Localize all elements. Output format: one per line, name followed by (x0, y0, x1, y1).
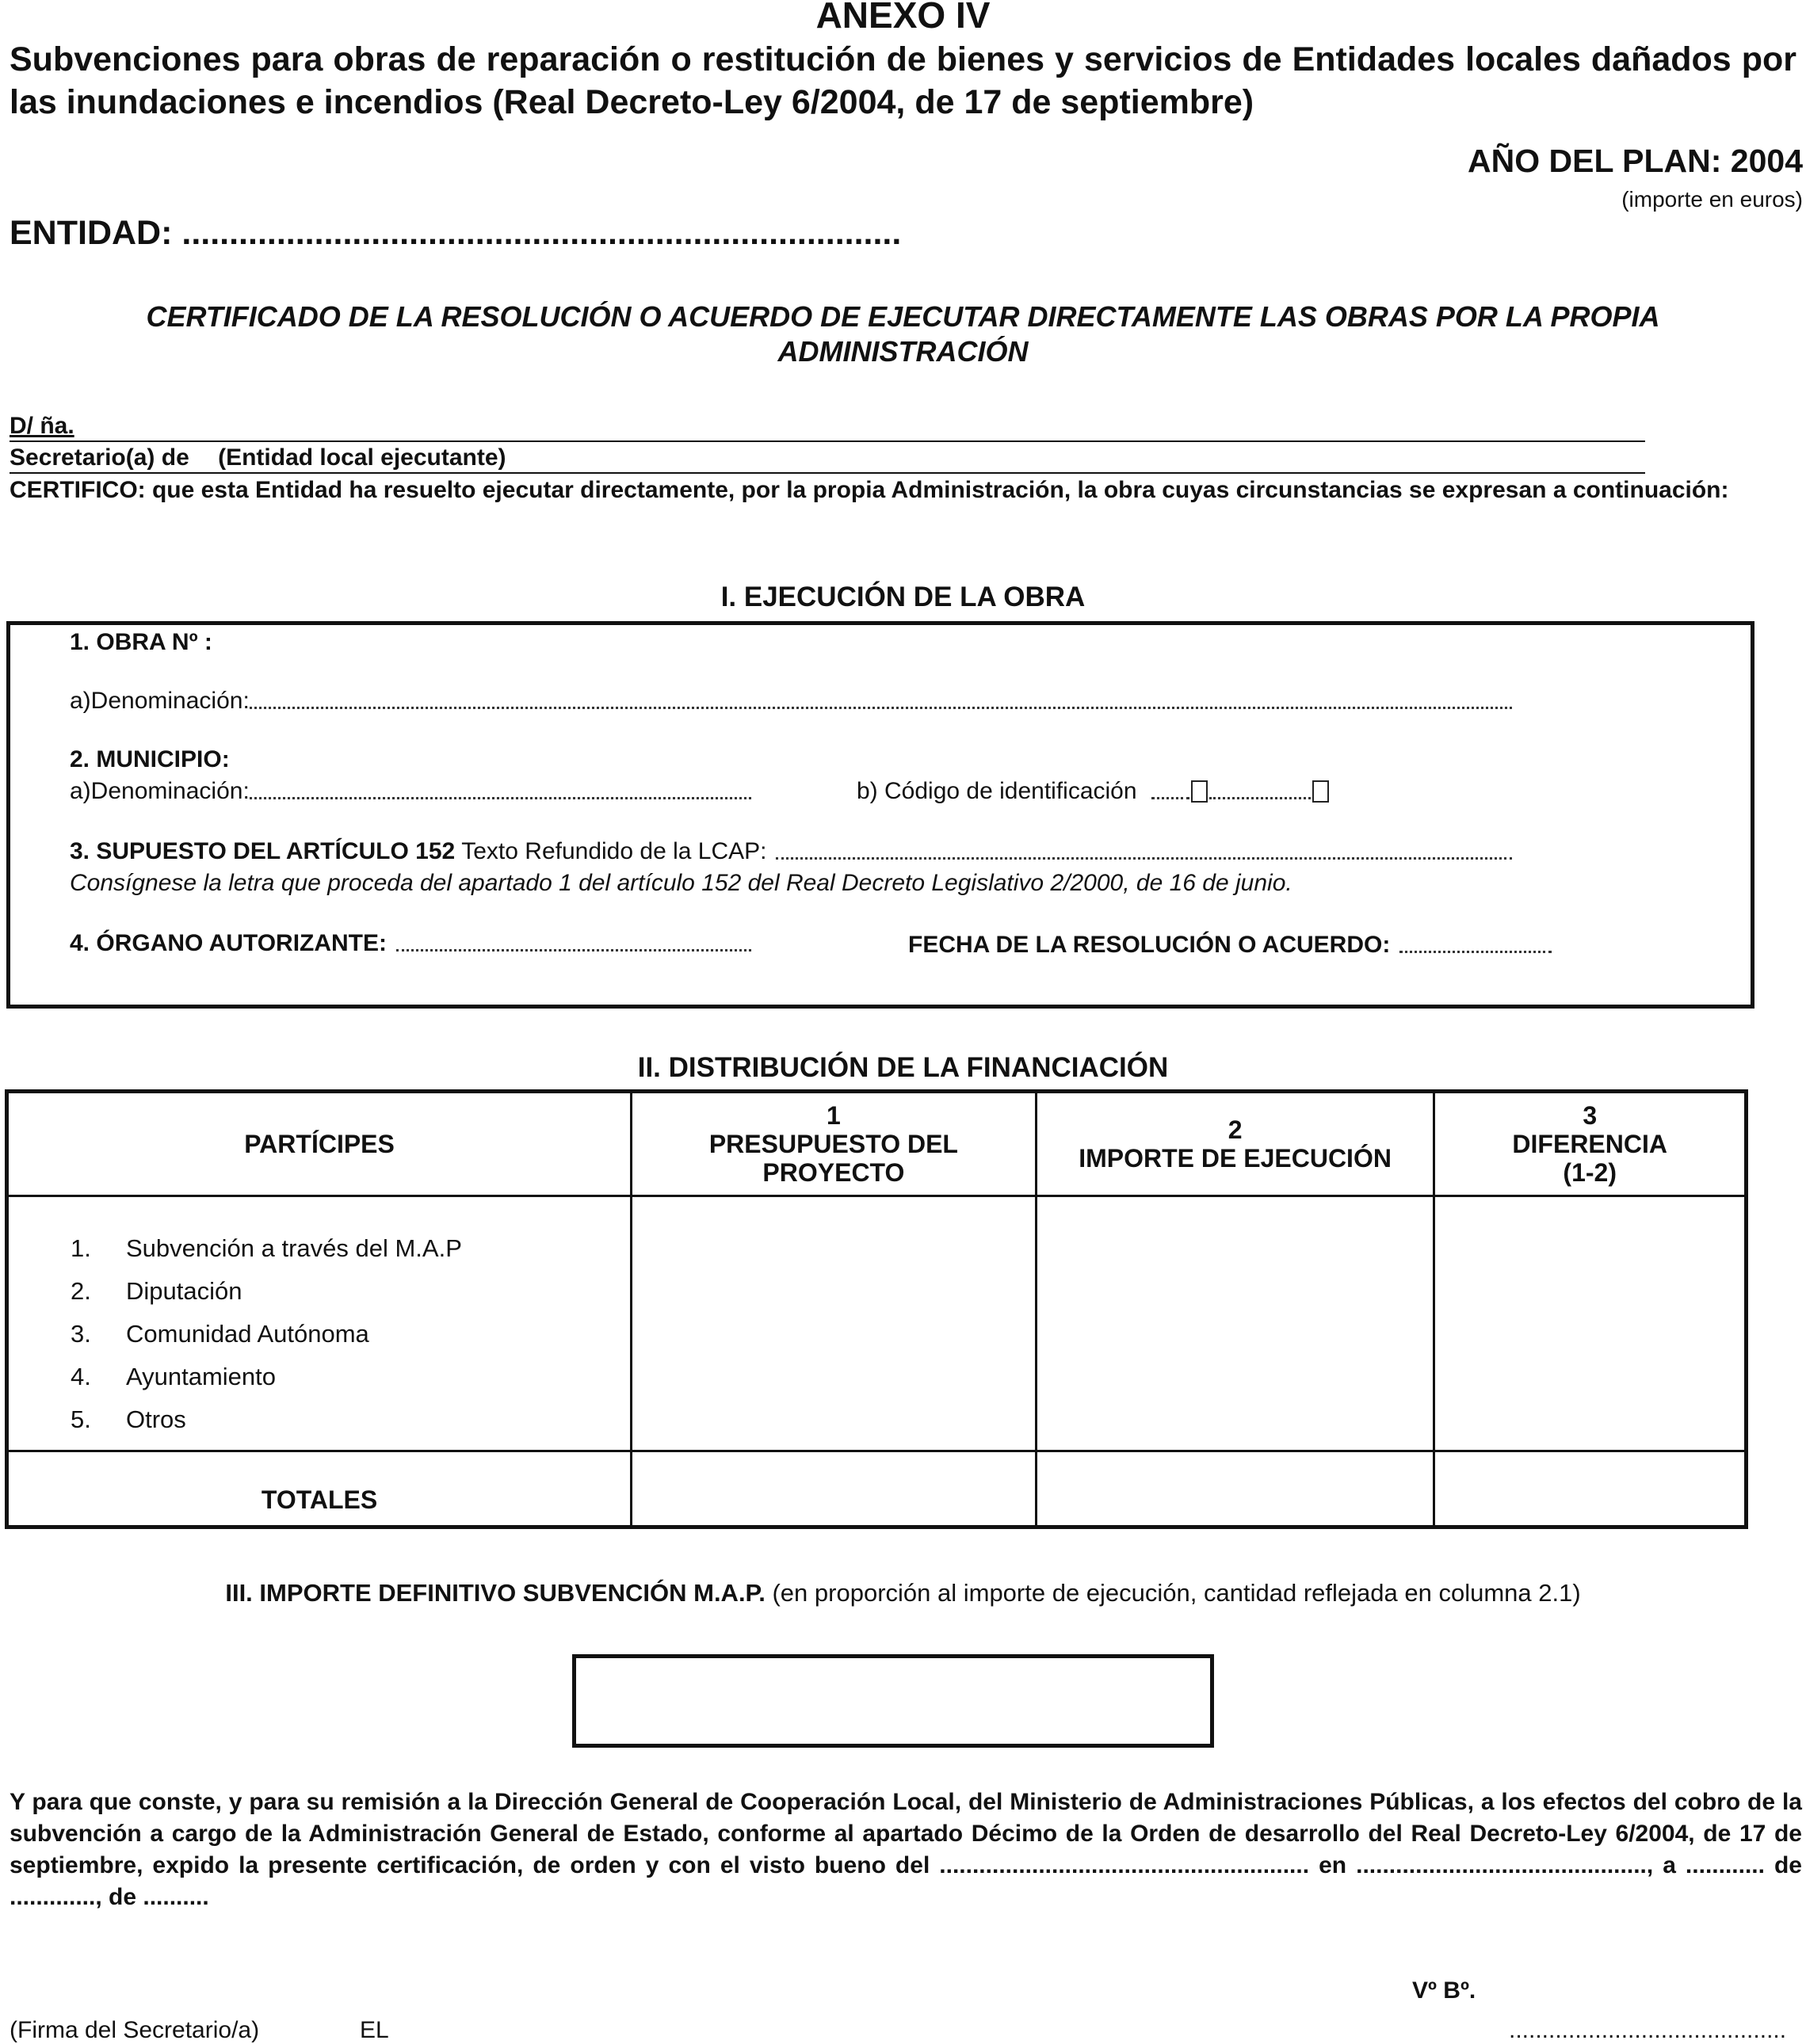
signature-label: (Firma del Secretario/a) (10, 2017, 260, 2043)
final-amount-box[interactable] (572, 1654, 1214, 1748)
section3-title-rest: (en proporción al importe de ejecución, cantidad reflejada en columna 2.1) (772, 1579, 1581, 1607)
municipio-denominacion-label: a)Denominación: (70, 778, 250, 804)
municipio-code-field[interactable] (857, 777, 1329, 806)
code-box-1[interactable] (1191, 780, 1208, 803)
organo-label: 4. ÓRGANO AUTORIZANTE: (70, 930, 388, 956)
supuesto-note: Consígnese la letra que proceda del apartado 1 del artículo 152 del Real Decreto Legislativo 2/2000, de 16 de junio. (70, 870, 1292, 896)
name-label: D/ ña. (10, 413, 74, 439)
table-header-row (7, 1092, 1747, 1196)
section3-title-bold: III. IMPORTE DEFINITIVO SUBVENCIÓN M.A.P. (225, 1579, 766, 1607)
header-presupuesto (632, 1092, 1037, 1196)
annex-title: ANEXO IV (815, 0, 991, 36)
obra-box (6, 621, 1754, 1009)
column-label: DIFERENCIA (1-2) (1512, 1130, 1667, 1187)
signature-line[interactable]: .......................................... (1509, 2017, 1787, 2043)
column-number: 3 (1583, 1101, 1598, 1130)
header-importe-ejecucion (1036, 1092, 1434, 1196)
certificate-title: CERTIFICADO DE LA RESOLUCIÓN O ACUERDO DE EJECUTAR DIRECTAMENTE LAS OBRAS POR LA PROPIA ADMINISTRACIÓN (146, 300, 1660, 368)
list-item: 2. Diputación (71, 1277, 242, 1305)
secretary-entity: (Entidad local ejecutante) (218, 444, 506, 471)
supuesto-label: 3. SUPUESTO DEL ARTÍCULO 152 (70, 838, 456, 864)
secretary-line[interactable] (10, 444, 1645, 474)
column-number: 2 (1228, 1115, 1243, 1144)
name-line[interactable] (10, 412, 1645, 442)
municipio-code-label: b) Código de identificación (857, 778, 1137, 804)
participants-list (7, 1196, 632, 1451)
organo-field[interactable] (70, 929, 751, 958)
supuesto-rest: Texto Refundido de la LCAP: (461, 838, 767, 864)
entity-field[interactable]: ENTIDAD: ............................................................................ (10, 214, 902, 252)
diferencia-cell[interactable] (1434, 1196, 1747, 1451)
column-label: PRESUPUESTO DEL PROYECTO (708, 1130, 958, 1187)
obra-label: 1. OBRA Nº : (70, 629, 212, 655)
obra-denominacion-field[interactable] (70, 687, 1512, 715)
column-label: IMPORTE DE EJECUCIÓN (1079, 1144, 1392, 1173)
list-item: 5. Otros (71, 1405, 186, 1433)
section1-title: I. EJECUCIÓN DE LA OBRA (720, 582, 1086, 612)
secretary-label: Secretario(a) de (10, 444, 189, 471)
header-diferencia (1434, 1092, 1747, 1196)
importe-cell[interactable] (1036, 1196, 1434, 1451)
totals-row (7, 1451, 1747, 1527)
presupuesto-cell[interactable] (632, 1196, 1037, 1451)
financing-table (5, 1089, 1748, 1529)
visto-bueno-label: Vº Bº. (1412, 1977, 1476, 2004)
certifico-text: CERTIFICO: que esta Entidad ha resuelto ejecutar directamente, por la propia Administración, la obra cuyas circunstancias se expresan a continuación: (10, 477, 1729, 503)
total-diferencia-cell[interactable] (1434, 1451, 1747, 1527)
closing-text: Y para que conste, y para su remisión a la Dirección General de Cooperación Local, del Ministerio de Administraciones Públicas, a los efectos del cobro de la subvención a cargo de la Administración General de Estado, conforme al apartado Décimo de la Orden de desarrollo del Real Decreto-Ley 6/2004, de 17 de septiembre, expido la presente certificación, de orden y con el visto bueno del ........................................................ en ............................................, a ............ de ............., de .......... (10, 1789, 1802, 1910)
fecha-label: FECHA DE LA RESOLUCIÓN O ACUERDO: (908, 932, 1391, 958)
municipio-denominacion-field[interactable] (70, 777, 751, 806)
code-box-2[interactable] (1312, 780, 1329, 803)
participants-row (7, 1196, 1747, 1451)
section3-title (0, 1579, 1806, 1607)
document-subtitle: Subvenciones para obras de reparación o restitución de bienes y servicios de Entidades locales dañados por las inundaciones e incendios (Real Decreto-Ley 6/2004, de 17 de septiembre) (10, 40, 1796, 121)
section2-title: II. DISTRIBUCIÓN DE LA FINANCIACIÓN (637, 1052, 1169, 1083)
el-label: EL (360, 2017, 389, 2043)
total-presupuesto-cell[interactable] (632, 1451, 1037, 1527)
list-item: 3. Comunidad Autónoma (71, 1320, 369, 1348)
total-importe-cell[interactable] (1036, 1451, 1434, 1527)
municipio-label: 2. MUNICIPIO: (70, 746, 230, 772)
fecha-field[interactable] (908, 931, 1552, 959)
header-participes: PARTÍCIPES (7, 1092, 632, 1196)
totals-label: TOTALES (7, 1451, 632, 1527)
supuesto-field[interactable] (70, 837, 1512, 866)
plan-year: AÑO DEL PLAN: 2004 (1467, 143, 1803, 179)
column-number: 1 (827, 1101, 841, 1130)
list-item: 1. Subvención a través del M.A.P (71, 1234, 462, 1262)
obra-denominacion-label: a)Denominación: (70, 688, 250, 714)
currency-note: (importe en euros) (1621, 187, 1803, 212)
list-item: 4. Ayuntamiento (71, 1363, 276, 1390)
